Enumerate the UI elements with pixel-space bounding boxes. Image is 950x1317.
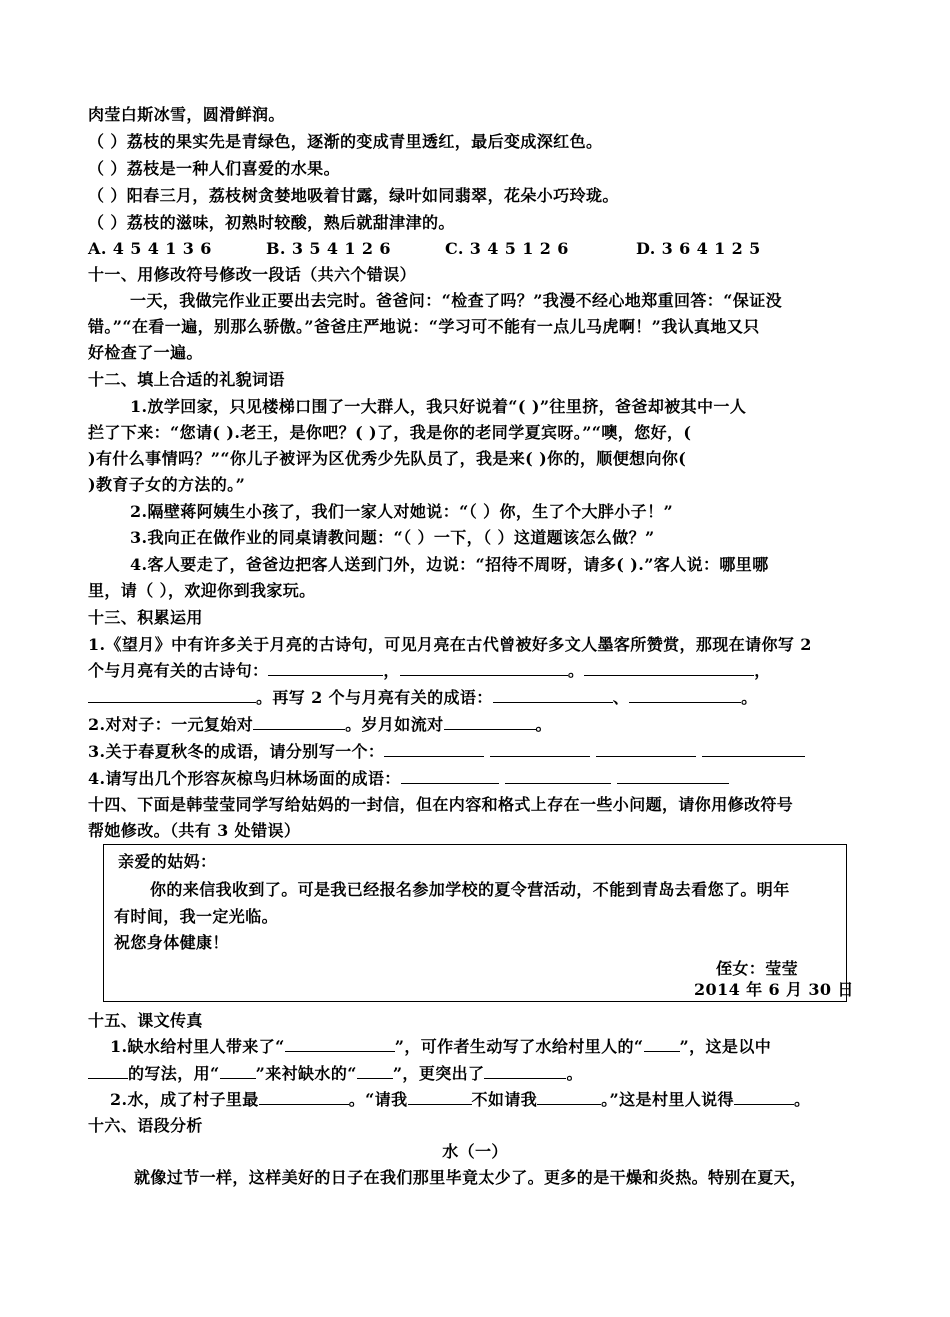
section-heading: 十二、填上合适的礼貌词语 [88,370,285,389]
punct: 。 [566,1064,583,1083]
answer-blank[interactable] [268,660,383,676]
question-line: 2.隔壁蒋阿姨生小孩了，我们一家人对她说：“（ ）你，生了个大胖小子！” [130,502,674,521]
paragraph-line: 错。”“在看一遍，别那么骄傲。”爸爸庄严地说：“学习可不能有一点儿马虎啊！”我认真地又只 [88,317,760,336]
letter-body: 你的来信我收到了。可是我已经报名参加学校的夏令营活动，不能到青岛去看您了。明年 [150,880,790,899]
question-text: 1.缺水给村里人带来了“ [110,1037,285,1056]
question-line [110,1089,810,1111]
question-text: 。再写 2 个与月亮有关的成语： [256,688,493,707]
punct: 。 [535,715,552,734]
answer-blank[interactable] [285,1036,395,1052]
question-line: 里，请（ ），欢迎你到我家玩。 [88,581,316,600]
question-line [88,768,729,790]
question-text: 不如请我 [471,1090,538,1109]
answer-blank[interactable] [88,687,256,703]
answer-blank[interactable] [408,1089,472,1105]
answer-blank[interactable] [596,741,696,757]
question-text: ”来衬缺水的“ [255,1064,357,1083]
section-heading: 十六、语段分析 [88,1116,203,1135]
question-line [88,714,552,736]
text-line: 肉莹白斯冰雪，圆滑鲜润。 [88,105,285,124]
question-line [88,687,758,709]
answer-blank[interactable] [490,741,590,757]
question-line: )教育子女的方法的。” [88,475,246,494]
question-line: )有什么事情吗？”“你儿子被评为区优秀少先队员了，我是来( )你的，顺便想向你( [88,449,687,468]
paragraph-line: 好检查了一遍。 [88,343,203,362]
answer-blank[interactable] [493,687,613,703]
text-line: （ ）荔枝的果实先是青绿色，逐渐的变成青里透红，最后变成深红色。 [88,132,603,151]
question-text: 2.水，成了村子里最 [110,1090,259,1109]
answer-blank[interactable] [384,741,484,757]
answer-blank[interactable] [401,768,499,784]
letter-salutation: 亲爱的姑妈： [118,852,217,871]
answer-blank[interactable] [629,687,741,703]
section-heading: 帮她修改。（共有 3 处错误） [88,821,301,840]
answer-blank[interactable] [357,1063,393,1079]
question-text: ”，这是以中 [679,1037,772,1056]
answer-blank[interactable] [484,1063,566,1079]
question-line [110,1036,771,1058]
section-heading: 十三、积累运用 [88,608,203,627]
question-text: 4.请写出几个形容灰椋鸟归林场面的成语： [88,769,401,788]
text-line: （ ）荔枝的滋味，初熟时较酸，熟后就甜津津的。 [88,213,455,232]
question-text: 。”这是村里人说得 [601,1090,734,1109]
letter-signature: 侄女：莹莹 [716,959,799,978]
punct: 。 [793,1090,811,1109]
question-line: 拦了下来：“您请( ).老王，是你吧？( )了，我是你的老同学夏宾呀。”“噢，您好，( [88,423,692,442]
punct: ， [383,661,400,680]
answer-blank[interactable] [734,1089,794,1105]
punct: ， [754,661,771,680]
option-b: B. 3 5 4 1 2 6 [266,239,391,258]
question-text: 3.关于春夏秋冬的成语，请分别写一个： [88,742,385,761]
question-line: 1.放学回家，只见楼梯口围了一大群人，我只好说着“( )”往里挤，爸爸却被其中一人 [130,397,747,416]
question-text: 。岁月如流对 [345,715,444,734]
question-text: 个与月亮有关的古诗句： [88,661,269,680]
question-line [88,741,805,763]
section-heading: 十一、用修改符号修改一段话（共六个错误） [88,265,417,284]
question-line [88,1063,583,1085]
paragraph-line: 一天，我做完作业正要出去完时。爸爸问：“检查了吗？”我漫不经心地郑重回答：“保证没 [130,291,783,310]
answer-blank[interactable] [88,1063,128,1079]
question-line: 1.《望月》中有许多关于月亮的古诗句，可见月亮在古代曾被好多文人墨客所赞赏，那现在请你写 2 [88,635,812,654]
question-line [88,660,771,682]
answer-blank[interactable] [444,714,536,730]
answer-blank[interactable] [584,660,754,676]
question-text: 的写法，用“ [128,1064,220,1083]
answer-blank[interactable] [220,1063,256,1079]
punct: 、 [612,688,630,707]
answer-blank[interactable] [400,660,568,676]
option-c: C. 3 4 5 1 2 6 [445,239,569,258]
passage-line: 就像过节一样，这样美好的日子在我们那里毕竟太少了。更多的是干燥和炎热。特别在夏天， [134,1168,807,1187]
question-text: ”，更突出了 [392,1064,485,1083]
letter-date: 2014 年 6 月 30 日 [694,980,854,999]
letter-body: 有时间，我一定光临。 [114,907,279,926]
section-heading: 十五、课文传真 [88,1011,203,1030]
answer-blank[interactable] [253,714,345,730]
question-text: 2.对对子：一元复始对 [88,715,254,734]
question-line: 4.客人要走了，爸爸边把客人送到门外，边说：“招待不周呀，请多( ).”客人说：哪里哪 [130,555,769,574]
answer-blank[interactable] [644,1036,680,1052]
answer-blank[interactable] [537,1089,601,1105]
punct: 。 [741,688,758,707]
letter-box [103,844,854,1002]
question-text: ”，可作者生动写了水给村里人的“ [394,1037,644,1056]
section-heading: 十四、下面是韩莹莹同学写给姑妈的一封信，但在内容和格式上存在一些小问题，请你用修改符号 [88,795,794,814]
text-line: （ ）荔枝是一种人们喜爱的水果。 [88,159,340,178]
answer-blank[interactable] [702,741,805,757]
text-line: （ ）阳春三月，荔枝树贪婪地吸着甘露，绿叶如同翡翠，花朵小巧玲珑。 [88,186,619,205]
passage-title: 水（一） [442,1142,508,1161]
answer-blank[interactable] [505,768,611,784]
question-line: 3.我向正在做作业的同桌请教问题：“（ ）一下，（ ）这道题该怎么做？” [130,528,655,547]
question-text: 。“请我 [348,1090,408,1109]
answer-blank[interactable] [617,768,729,784]
letter-closing: 祝您身体健康！ [114,933,229,952]
option-d: D. 3 6 4 1 2 5 [636,239,761,258]
answer-blank[interactable] [259,1089,349,1105]
punct: 。 [567,661,585,680]
option-a: A. 4 5 4 1 3 6 [88,239,212,258]
